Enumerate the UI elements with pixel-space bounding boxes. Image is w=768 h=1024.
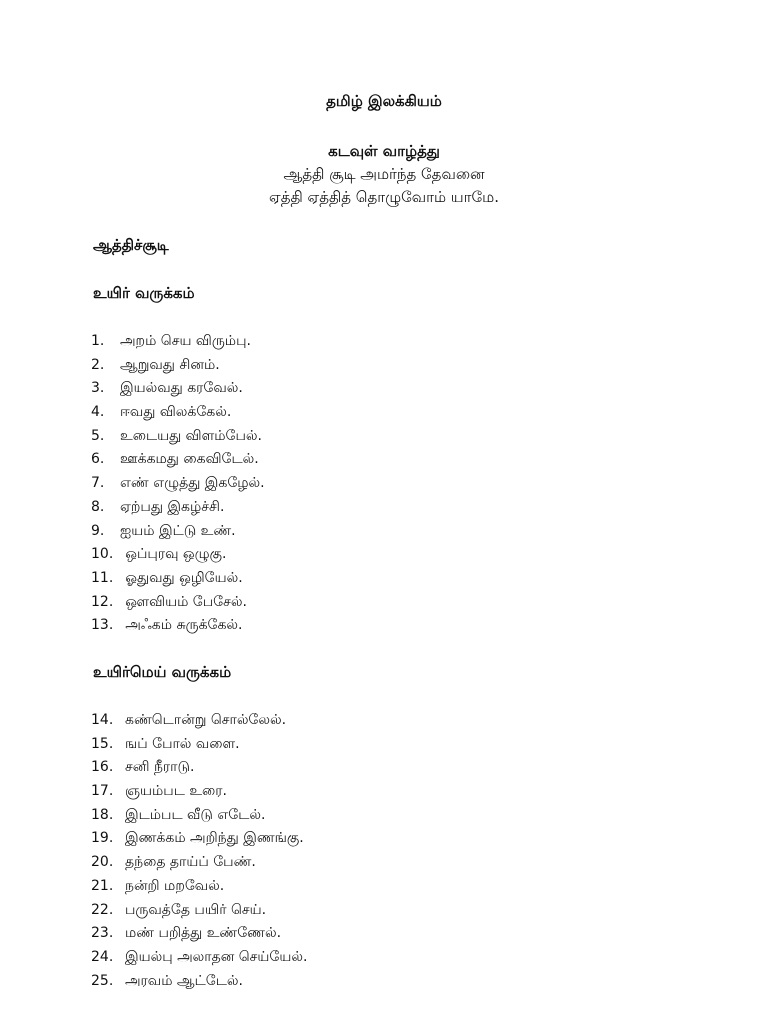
list-item bbox=[91, 591, 265, 615]
verse-text: ஏற்பது இகழ்ச்சி. bbox=[120, 498, 225, 515]
verse-number: 23. bbox=[91, 925, 114, 942]
verse-number: 25. bbox=[91, 972, 114, 989]
verse-number: 17. bbox=[91, 783, 114, 800]
work-title: ஆத்திச்சூடி bbox=[93, 236, 169, 254]
verse-text: இயல்வது கரவேல். bbox=[120, 380, 243, 397]
list-item bbox=[91, 472, 265, 496]
verse-number: 12. bbox=[91, 593, 114, 610]
list-item bbox=[91, 875, 307, 899]
verse-text: ஐயம் இட்டு உண். bbox=[120, 522, 236, 539]
section-heading-uyirmei: உயிர்மெய் வருக்கம் bbox=[93, 663, 232, 681]
list-item bbox=[91, 804, 307, 828]
list-item bbox=[91, 733, 307, 757]
list-item bbox=[91, 922, 307, 946]
list-item bbox=[91, 567, 265, 591]
list-item bbox=[91, 709, 307, 733]
invocation-line: ஆத்தி சூடி அமர்ந்த தேவனை bbox=[283, 165, 485, 183]
verse-number: 2. bbox=[91, 356, 105, 373]
verse-text: கண்டொன்று சொல்லேல். bbox=[125, 712, 287, 728]
verse-number: 16. bbox=[91, 759, 114, 776]
verse-text: ஒப்புரவு ஒழுகு. bbox=[125, 546, 227, 563]
verse-number: 21. bbox=[91, 877, 114, 894]
verse-text: எண் எழுத்து இகழேல். bbox=[120, 475, 265, 492]
list-item bbox=[91, 448, 265, 472]
verse-number: 7. bbox=[91, 475, 105, 492]
list-item bbox=[91, 780, 307, 804]
list-item bbox=[91, 899, 307, 923]
list-item bbox=[91, 496, 265, 520]
verse-text: மண் பறித்து உண்ணேல். bbox=[125, 925, 282, 942]
verse-text: இணக்கம் அறிந்து இணங்கு. bbox=[125, 830, 304, 847]
verse-text: அரவம் ஆட்டேல். bbox=[125, 972, 243, 989]
invocation-heading: கடவுள் வாழ்த்து bbox=[328, 142, 440, 160]
document-title: தமிழ் இலக்கியம் bbox=[326, 92, 442, 110]
list-item bbox=[91, 377, 265, 401]
verse-number: 20. bbox=[91, 854, 114, 871]
verse-text: சனி நீராடு. bbox=[125, 759, 195, 776]
invocation-line: ஏத்தி ஏத்தித் தொழுவோம் யாமே. bbox=[269, 188, 499, 206]
verse-text: ஓதுவது ஒழியேல். bbox=[125, 569, 243, 586]
verse-text: தந்தை தாய்ப் பேண். bbox=[125, 854, 256, 871]
section-heading-uyir: உயிர் வருக்கம் bbox=[93, 284, 195, 302]
verse-text: ஙப் போல் வளை. bbox=[125, 735, 240, 752]
list-item bbox=[91, 614, 265, 638]
verse-text: அறம் செய விரும்பு. bbox=[120, 333, 251, 349]
list-item bbox=[91, 425, 265, 449]
verse-number: 10. bbox=[91, 546, 114, 563]
verse-text: அஃகம் சுருக்கேல். bbox=[125, 617, 243, 634]
list-item bbox=[91, 543, 265, 567]
list-item bbox=[91, 946, 307, 970]
verse-number: 15. bbox=[91, 735, 114, 752]
list-item bbox=[91, 401, 265, 425]
verse-text: ஈவது விலக்கேல். bbox=[120, 404, 232, 421]
verse-text: உடையது விளம்பேல். bbox=[120, 427, 262, 444]
verse-number: 4. bbox=[91, 404, 105, 421]
verse-number: 11. bbox=[91, 569, 114, 586]
verse-text: ஆறுவது சினம். bbox=[120, 356, 220, 373]
verse-text: பருவத்தே பயிர் செய். bbox=[125, 901, 267, 918]
verse-number: 3. bbox=[91, 380, 105, 397]
verse-number: 24. bbox=[91, 948, 114, 965]
list-item bbox=[91, 970, 307, 994]
verse-number: 13. bbox=[91, 617, 114, 634]
verse-number: 8. bbox=[91, 498, 105, 515]
verse-text: இயல்பு அலாதன செய்யேல். bbox=[125, 948, 308, 965]
list-item bbox=[91, 520, 265, 544]
verse-text: இடம்பட வீடு எடேல். bbox=[125, 806, 266, 823]
verse-number: 19. bbox=[91, 830, 114, 847]
verse-number: 5. bbox=[91, 427, 105, 444]
verse-number: 1. bbox=[91, 333, 105, 349]
verse-text: நன்றி மறவேல். bbox=[125, 877, 225, 894]
verse-number: 18. bbox=[91, 806, 114, 823]
verse-number: 9. bbox=[91, 522, 105, 539]
verse-number: 22. bbox=[91, 901, 114, 918]
list-item bbox=[91, 851, 307, 875]
list-item bbox=[91, 756, 307, 780]
verse-list-uyirmei bbox=[91, 709, 307, 993]
verse-list-uyir bbox=[91, 330, 265, 638]
verse-text: ஔவியம் பேசேல். bbox=[125, 593, 247, 610]
list-item bbox=[91, 827, 307, 851]
verse-text: ஞயம்பட உரை. bbox=[125, 783, 227, 800]
verse-number: 14. bbox=[91, 712, 114, 728]
list-item bbox=[91, 354, 265, 378]
list-item bbox=[91, 330, 265, 354]
verse-number: 6. bbox=[91, 451, 105, 468]
verse-text: ஊக்கமது கைவிடேல். bbox=[120, 451, 259, 468]
